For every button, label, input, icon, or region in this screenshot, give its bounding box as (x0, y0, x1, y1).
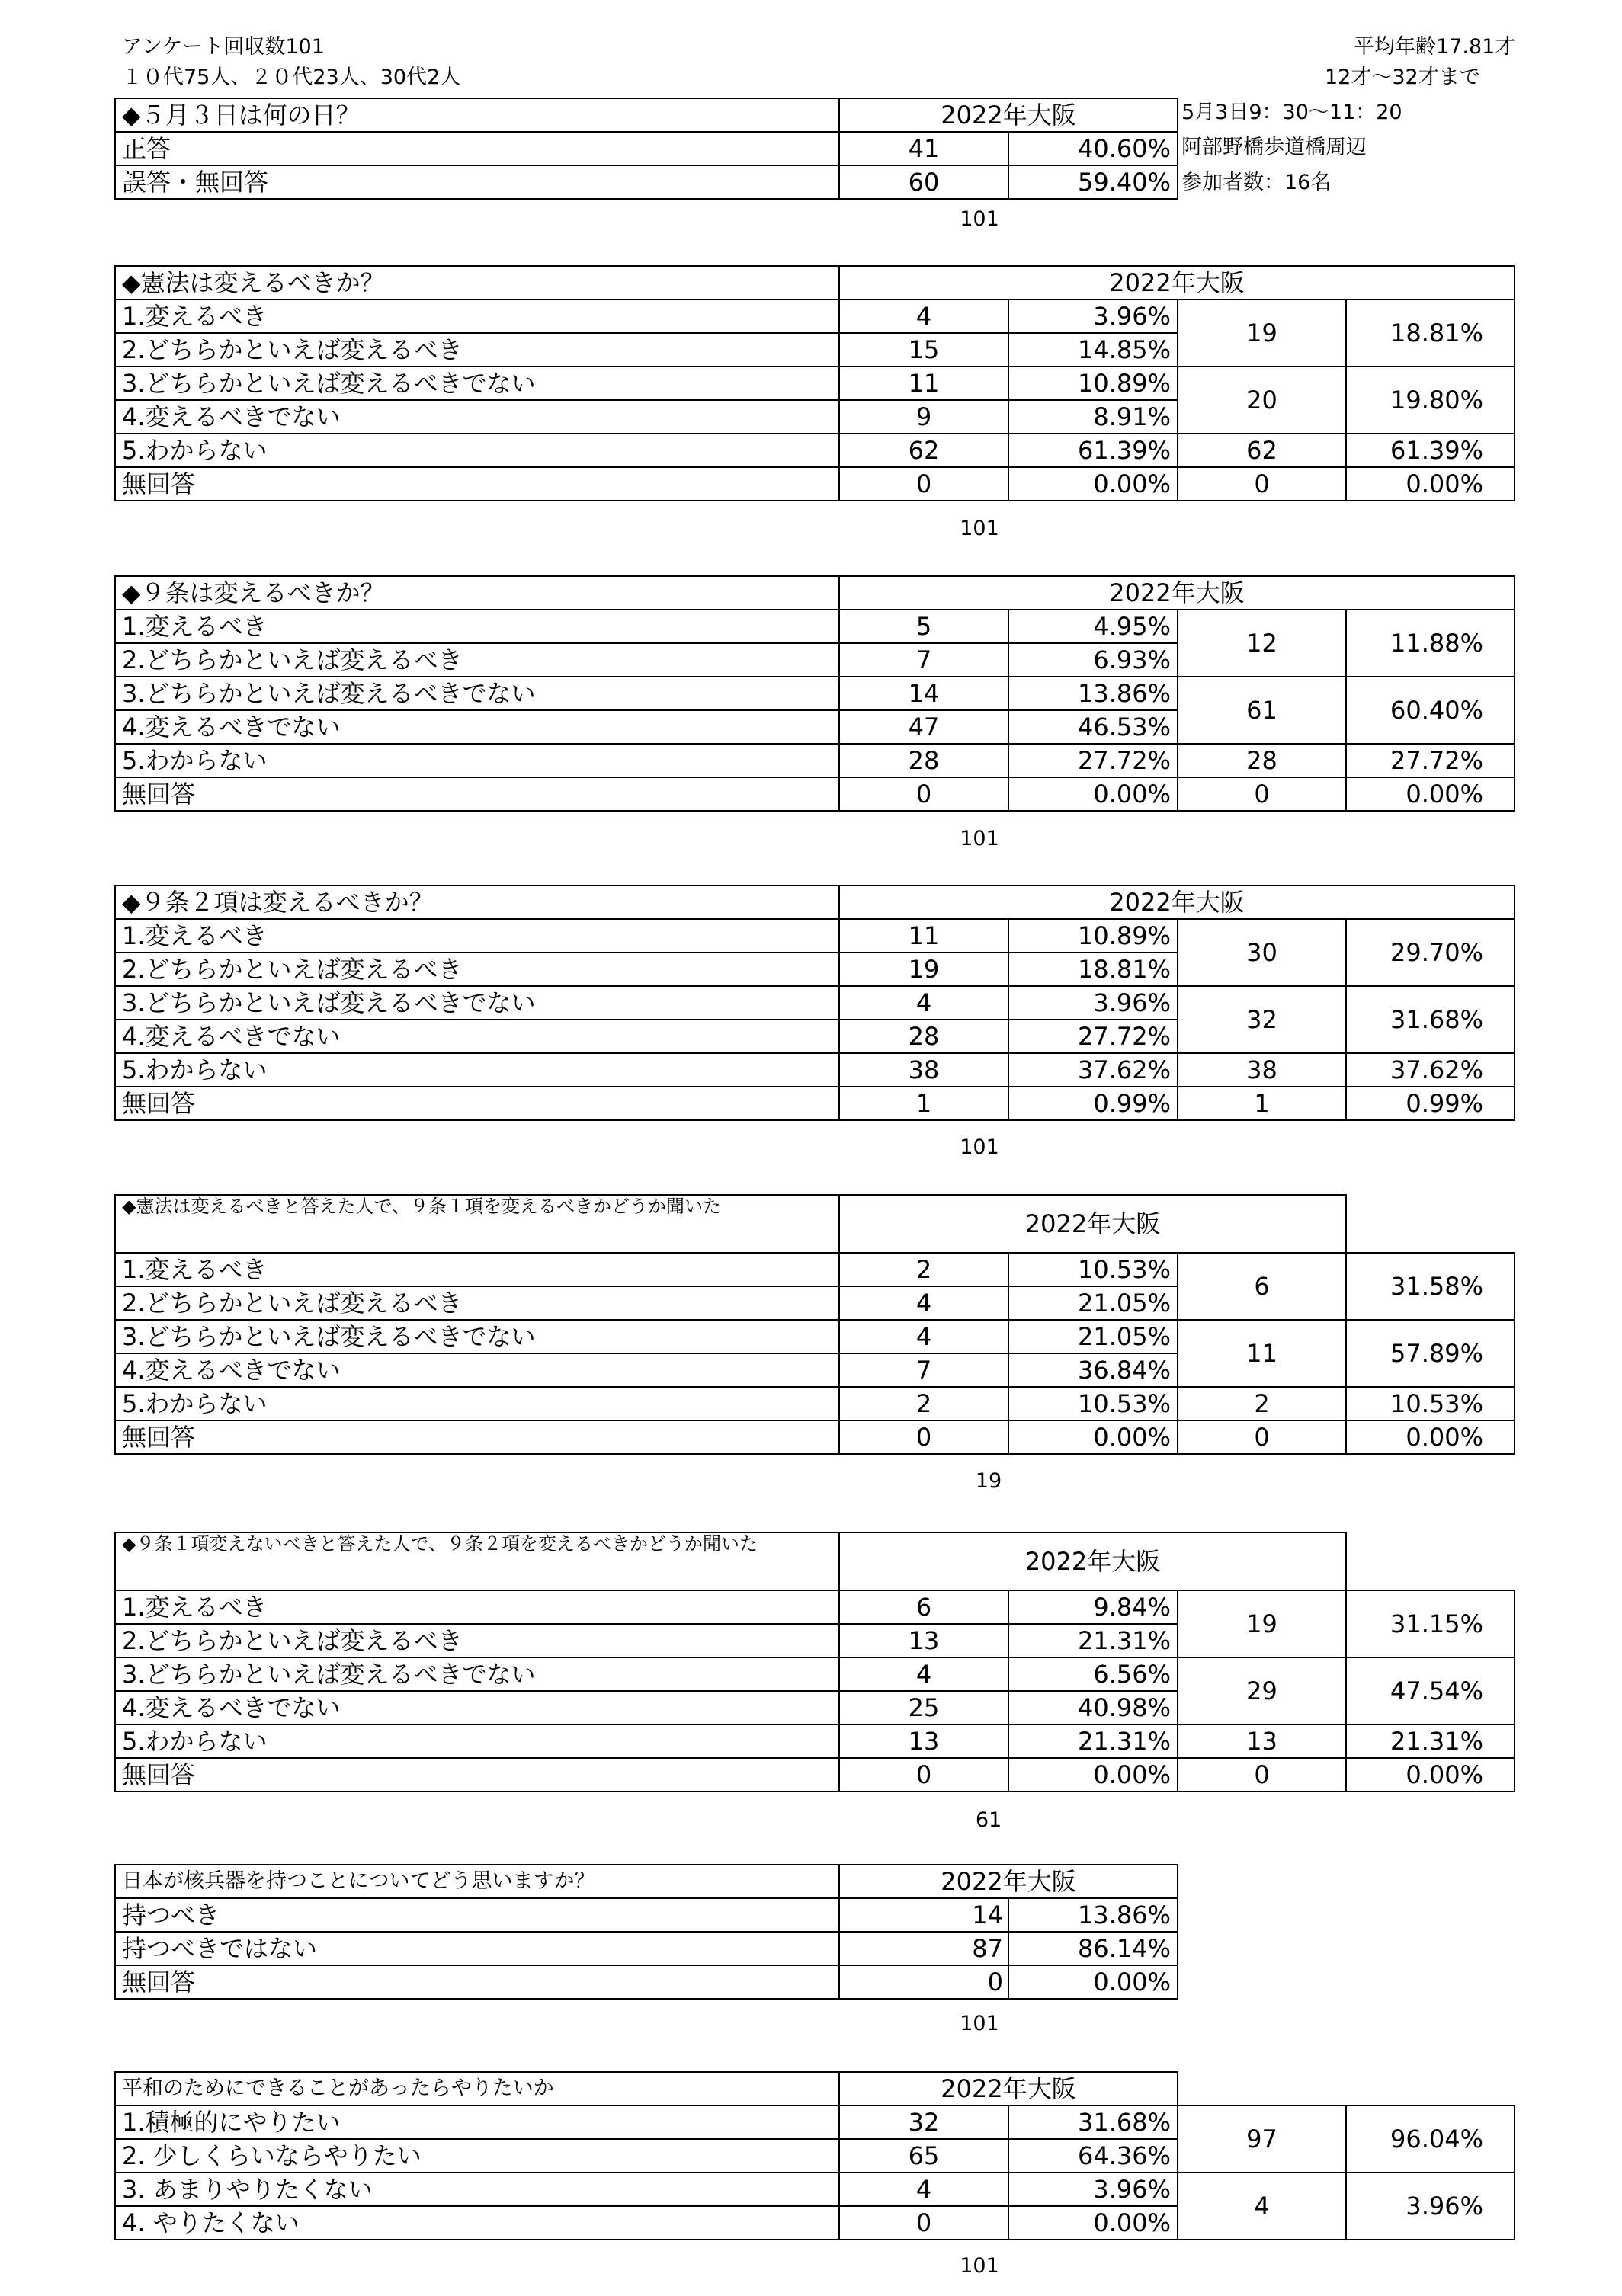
respondent-total: 101 (960, 1135, 999, 1159)
answer-count: 28 (839, 1020, 1008, 1053)
answer-label: 3. あまりやりたくない (115, 2173, 839, 2206)
answer-count: 7 (839, 643, 1008, 677)
group-count: 32 (1178, 986, 1346, 1053)
table-constitution (114, 265, 1515, 501)
group-percent: 0.00% (1346, 1420, 1515, 1454)
table-row (115, 919, 1515, 953)
answer-percent: 10.53% (1008, 1387, 1178, 1420)
answer-label: 無回答 (115, 1758, 839, 1792)
group-count: 6 (1178, 1253, 1346, 1320)
table-article9 (114, 575, 1515, 812)
table-row (115, 777, 1515, 811)
table-row (115, 1898, 1178, 1932)
table-row (115, 1053, 1515, 1087)
group-percent: 0.00% (1346, 467, 1515, 501)
answer-percent: 3.96% (1008, 299, 1178, 333)
answer-label: 1.積極的にやりたい (115, 2105, 839, 2139)
respondent-total: 101 (960, 827, 999, 850)
answer-percent: 0.99% (1008, 1087, 1178, 1120)
answer-count: 7 (839, 1353, 1008, 1387)
answer-percent: 40.60% (1008, 132, 1178, 165)
survey-title: アンケート回収数101 (122, 35, 325, 59)
answer-count: 4 (839, 2173, 1008, 2206)
year-label: 2022年大阪 (839, 1195, 1346, 1253)
answer-count: 32 (839, 2105, 1008, 2139)
answer-percent: 0.00% (1008, 1965, 1178, 1999)
answer-count: 2 (839, 1387, 1008, 1420)
answer-label: 無回答 (115, 1420, 839, 1454)
answer-count: 47 (839, 710, 1008, 744)
question-label: ◆５月３日は何の日？ (115, 98, 839, 132)
group-percent: 60.40% (1346, 677, 1515, 744)
answer-count: 5 (839, 610, 1008, 643)
answer-count: 4 (839, 1657, 1008, 1691)
group-percent: 31.58% (1346, 1253, 1515, 1320)
table-header-row (115, 98, 1178, 132)
answer-label: 4.変えるべきでない (115, 1691, 839, 1724)
answer-label: 持つべき (115, 1898, 839, 1932)
group-percent: 0.00% (1346, 777, 1515, 811)
group-percent: 96.04% (1346, 2105, 1515, 2173)
table-row (115, 2105, 1515, 2139)
answer-count: 0 (839, 1758, 1008, 1792)
answer-percent: 13.86% (1008, 1898, 1178, 1932)
answer-label: 正答 (115, 132, 839, 165)
answer-count: 65 (839, 2139, 1008, 2173)
group-count: 28 (1178, 744, 1346, 777)
answer-label: 持つべきではない (115, 1932, 839, 1965)
table-row (115, 1590, 1515, 1624)
answer-percent: 37.62% (1008, 1053, 1178, 1087)
year-label: 2022年大阪 (839, 576, 1515, 610)
table-row (115, 1932, 1178, 1965)
answer-percent: 86.14% (1008, 1932, 1178, 1965)
answer-percent: 10.89% (1008, 367, 1178, 400)
question-label: ◆憲法は変えるべきか？ (115, 266, 839, 299)
group-count: 19 (1178, 299, 1346, 367)
group-count: 1 (1178, 1087, 1346, 1120)
year-label: 2022年大阪 (839, 885, 1515, 919)
answer-label: 4.変えるべきでない (115, 400, 839, 434)
answer-count: 62 (839, 434, 1008, 467)
table-row (115, 467, 1515, 501)
question-label: ◆９条は変えるべきか？ (115, 576, 839, 610)
participant-count: 参加者数：16名 (1181, 171, 1332, 194)
group-count: 11 (1178, 1320, 1346, 1387)
answer-percent: 14.85% (1008, 333, 1178, 367)
age-breakdown: １０代75人、２０代23人、30代2人 (122, 66, 461, 89)
table-row (115, 1420, 1515, 1454)
group-count: 62 (1178, 434, 1346, 467)
answer-label: 1.変えるべき (115, 610, 839, 643)
answer-count: 13 (839, 1724, 1008, 1758)
answer-percent: 10.89% (1008, 919, 1178, 953)
answer-label: 無回答 (115, 777, 839, 811)
answer-percent: 59.40% (1008, 165, 1178, 199)
table-row (115, 986, 1515, 1020)
answer-count: 9 (839, 400, 1008, 434)
group-percent: 29.70% (1346, 919, 1515, 986)
answer-count: 28 (839, 744, 1008, 777)
group-percent: 19.80% (1346, 367, 1515, 434)
empty-cell (1346, 2072, 1515, 2105)
answer-percent: 0.00% (1008, 1758, 1178, 1792)
answer-percent: 21.31% (1008, 1624, 1178, 1657)
event-location: 阿部野橋歩道橋周辺 (1181, 136, 1367, 159)
table-row (115, 1724, 1515, 1758)
respondent-total: 101 (960, 207, 999, 231)
table-row (115, 1657, 1515, 1691)
answer-percent: 4.95% (1008, 610, 1178, 643)
answer-percent: 61.39% (1008, 434, 1178, 467)
answer-count: 0 (839, 1965, 1008, 1999)
answer-percent: 64.36% (1008, 2139, 1178, 2173)
question-label: 日本が核兵器を持つことについてどう思いますか？ (115, 1865, 839, 1898)
answer-percent: 36.84% (1008, 1353, 1178, 1387)
answer-percent: 0.00% (1008, 777, 1178, 811)
answer-percent: 31.68% (1008, 2105, 1178, 2139)
answer-count: 25 (839, 1691, 1008, 1724)
answer-label: 3.どちらかといえば変えるべきでない (115, 677, 839, 710)
answer-count: 1 (839, 1087, 1008, 1120)
table-nuclear-weapons (114, 1864, 1178, 2000)
answer-label: 3.どちらかといえば変えるべきでない (115, 1320, 839, 1353)
group-count: 38 (1178, 1053, 1346, 1087)
average-age: 平均年齢17.81才 (1354, 35, 1516, 59)
question-label: ◆９条２項は変えるべきか？ (115, 885, 839, 919)
answer-label: 1.変えるべき (115, 299, 839, 333)
answer-count: 13 (839, 1624, 1008, 1657)
answer-percent: 46.53% (1008, 710, 1178, 744)
answer-count: 41 (839, 132, 1008, 165)
table-row (115, 677, 1515, 710)
answer-percent: 21.05% (1008, 1286, 1178, 1320)
respondent-total: 101 (960, 517, 999, 540)
answer-percent: 21.05% (1008, 1320, 1178, 1353)
answer-label: 2.どちらかといえば変えるべき (115, 333, 839, 367)
table-row (115, 1965, 1178, 1999)
group-percent: 18.81% (1346, 299, 1515, 367)
group-percent: 31.68% (1346, 986, 1515, 1053)
answer-count: 15 (839, 333, 1008, 367)
group-count: 29 (1178, 1657, 1346, 1724)
answer-label: 5.わからない (115, 744, 839, 777)
group-count: 0 (1178, 467, 1346, 501)
answer-label: 1.変えるべき (115, 1590, 839, 1624)
table-article9-clause1-followup (114, 1194, 1515, 1455)
event-time: 5月3日9：30～11：20 (1181, 101, 1402, 124)
group-percent: 27.72% (1346, 744, 1515, 777)
table-article9-clause2-followup (114, 1532, 1515, 1792)
group-count: 20 (1178, 367, 1346, 434)
answer-label: 無回答 (115, 467, 839, 501)
answer-count: 38 (839, 1053, 1008, 1087)
group-percent: 37.62% (1346, 1053, 1515, 1087)
table-row (115, 1320, 1515, 1353)
table-row (115, 610, 1515, 643)
group-percent: 57.89% (1346, 1320, 1515, 1387)
group-percent: 10.53% (1346, 1387, 1515, 1420)
table-row (115, 165, 1178, 199)
answer-label: 5.わからない (115, 434, 839, 467)
answer-label: 3.どちらかといえば変えるべきでない (115, 986, 839, 1020)
respondent-total: 19 (975, 1469, 1002, 1493)
group-percent: 21.31% (1346, 1724, 1515, 1758)
answer-label: 無回答 (115, 1087, 839, 1120)
group-percent: 61.39% (1346, 434, 1515, 467)
question-label: 平和のためにできることがあったらやりたいか (115, 2072, 839, 2105)
answer-label: 1.変えるべき (115, 1253, 839, 1286)
answer-count: 4 (839, 1286, 1008, 1320)
answer-percent: 3.96% (1008, 986, 1178, 1020)
answer-count: 4 (839, 1320, 1008, 1353)
answer-count: 0 (839, 777, 1008, 811)
answer-percent: 0.00% (1008, 467, 1178, 501)
answer-percent: 9.84% (1008, 1590, 1178, 1624)
answer-label: 4.変えるべきでない (115, 710, 839, 744)
answer-count: 0 (839, 467, 1008, 501)
answer-label: 1.変えるべき (115, 919, 839, 953)
answer-percent: 27.72% (1008, 744, 1178, 777)
group-count: 19 (1178, 1590, 1346, 1657)
table-row (115, 367, 1515, 400)
group-percent: 0.00% (1346, 1758, 1515, 1792)
answer-label: 3.どちらかといえば変えるべきでない (115, 367, 839, 400)
answer-percent: 40.98% (1008, 1691, 1178, 1724)
group-count: 4 (1178, 2173, 1346, 2240)
empty-cell (1178, 2072, 1346, 2105)
answer-percent: 6.56% (1008, 1657, 1178, 1691)
answer-count: 0 (839, 2206, 1008, 2240)
answer-percent: 0.00% (1008, 1420, 1178, 1454)
age-range: 12才～32才まで (1325, 66, 1480, 89)
group-count: 12 (1178, 610, 1346, 677)
answer-label: 4. やりたくない (115, 2206, 839, 2240)
table-row (115, 1253, 1515, 1286)
group-count: 0 (1178, 1758, 1346, 1792)
year-label: 2022年大阪 (839, 2072, 1178, 2105)
answer-label: 2. 少しくらいならやりたい (115, 2139, 839, 2173)
question-label: ◆９条１項変えないべきと答えた人で、９条２項を変えるべきかどうか聞いた (115, 1532, 839, 1590)
answer-percent: 3.96% (1008, 2173, 1178, 2206)
respondent-total: 101 (960, 2254, 999, 2278)
answer-count: 4 (839, 986, 1008, 1020)
empty-cell (1346, 1532, 1515, 1590)
table-row (115, 1087, 1515, 1120)
answer-count: 11 (839, 919, 1008, 953)
table-may3 (114, 98, 1178, 200)
year-label: 2022年大阪 (839, 266, 1515, 299)
answer-label: 4.変えるべきでない (115, 1353, 839, 1387)
group-percent: 3.96% (1346, 2173, 1515, 2240)
answer-percent: 13.86% (1008, 677, 1178, 710)
respondent-total: 101 (960, 2012, 999, 2035)
group-count: 2 (1178, 1387, 1346, 1420)
year-label: 2022年大阪 (839, 1865, 1178, 1898)
group-percent: 11.88% (1346, 610, 1515, 677)
answer-count: 14 (839, 1898, 1008, 1932)
table-row (115, 2173, 1515, 2206)
answer-label: 無回答 (115, 1965, 839, 1999)
answer-percent: 10.53% (1008, 1253, 1178, 1286)
table-row (115, 434, 1515, 467)
answer-percent: 6.93% (1008, 643, 1178, 677)
answer-count: 0 (839, 1420, 1008, 1454)
group-count: 61 (1178, 677, 1346, 744)
answer-label: 2.どちらかといえば変えるべき (115, 1286, 839, 1320)
group-count: 0 (1178, 1420, 1346, 1454)
answer-label: 2.どちらかといえば変えるべき (115, 1624, 839, 1657)
year-label: 2022年大阪 (839, 1532, 1346, 1590)
answer-count: 11 (839, 367, 1008, 400)
year-label: 2022年大阪 (839, 98, 1178, 132)
respondent-total: 61 (975, 1808, 1002, 1832)
answer-label: 5.わからない (115, 1724, 839, 1758)
answer-count: 2 (839, 1253, 1008, 1286)
answer-count: 4 (839, 299, 1008, 333)
table-peace-activities (114, 2071, 1515, 2240)
answer-percent: 0.00% (1008, 2206, 1178, 2240)
empty-cell (1346, 1195, 1515, 1253)
group-count: 97 (1178, 2105, 1346, 2173)
group-count: 13 (1178, 1724, 1346, 1758)
table-row (115, 1387, 1515, 1420)
answer-count: 60 (839, 165, 1008, 199)
answer-count: 6 (839, 1590, 1008, 1624)
group-percent: 0.99% (1346, 1087, 1515, 1120)
answer-label: 2.どちらかといえば変えるべき (115, 953, 839, 986)
group-percent: 47.54% (1346, 1657, 1515, 1724)
table-row (115, 744, 1515, 777)
question-label: ◆憲法は変えるべきと答えた人で、９条１項を変えるべきかどうか聞いた (115, 1195, 839, 1253)
answer-label: 誤答・無回答 (115, 165, 839, 199)
answer-label: 2.どちらかといえば変えるべき (115, 643, 839, 677)
answer-label: 3.どちらかといえば変えるべきでない (115, 1657, 839, 1691)
table-article9-clause2 (114, 885, 1515, 1121)
group-count: 0 (1178, 777, 1346, 811)
group-count: 30 (1178, 919, 1346, 986)
answer-count: 19 (839, 953, 1008, 986)
table-row (115, 1758, 1515, 1792)
answer-label: 5.わからない (115, 1053, 839, 1087)
group-percent: 31.15% (1346, 1590, 1515, 1657)
table-row (115, 132, 1178, 165)
answer-percent: 18.81% (1008, 953, 1178, 986)
answer-percent: 27.72% (1008, 1020, 1178, 1053)
table-row (115, 299, 1515, 333)
answer-percent: 8.91% (1008, 400, 1178, 434)
answer-count: 87 (839, 1932, 1008, 1965)
answer-label: 4.変えるべきでない (115, 1020, 839, 1053)
answer-percent: 21.31% (1008, 1724, 1178, 1758)
answer-count: 14 (839, 677, 1008, 710)
answer-label: 5.わからない (115, 1387, 839, 1420)
